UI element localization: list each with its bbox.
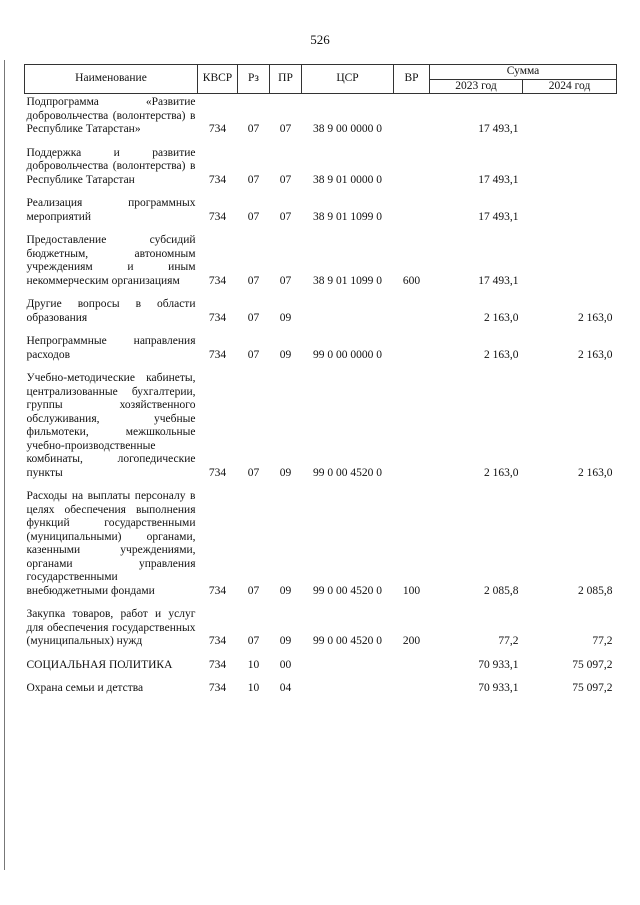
row-vr: 600 bbox=[402, 274, 421, 287]
row-pr: 09 bbox=[279, 311, 292, 324]
budget-table bbox=[24, 64, 617, 696]
row-amount-2024 bbox=[523, 224, 617, 288]
table-body bbox=[25, 94, 617, 696]
row-kvsr: 734 bbox=[208, 348, 227, 361]
row-pr: 07 bbox=[279, 173, 292, 186]
row-pr: 09 bbox=[279, 348, 292, 361]
row-amount-2024: 2 163,0 bbox=[578, 348, 613, 361]
row-kvsr: 734 bbox=[208, 210, 227, 223]
row-amount-2024 bbox=[523, 137, 617, 188]
scan-edge-line bbox=[4, 60, 5, 870]
header-rz: Рз bbox=[238, 65, 270, 94]
row-vr bbox=[394, 672, 430, 696]
row-csr: 99 0 00 4520 0 bbox=[313, 635, 382, 647]
row-amount-2023: 17 493,1 bbox=[478, 173, 519, 186]
row-name: Охрана семьи и детства bbox=[26, 682, 144, 694]
row-csr bbox=[302, 672, 394, 696]
table-row bbox=[25, 598, 617, 649]
header-year-2024: 2024 год bbox=[523, 79, 617, 94]
row-name: Поддержка и развитие добровольчества (волонтерства) в Республике Татарстан bbox=[26, 146, 196, 186]
row-kvsr: 734 bbox=[208, 658, 227, 671]
row-pr: 07 bbox=[279, 123, 292, 135]
row-amount-2024 bbox=[523, 94, 617, 137]
page-number: 526 bbox=[310, 32, 330, 47]
row-name: Другие вопросы в области образования bbox=[26, 298, 196, 324]
row-pr: 07 bbox=[279, 274, 292, 287]
row-name: СОЦИАЛЬНАЯ ПОЛИТИКА bbox=[26, 658, 173, 671]
header-name: Наименование bbox=[25, 65, 198, 94]
row-pr: 04 bbox=[279, 682, 292, 694]
row-name: Непрограммные направления расходов bbox=[26, 335, 196, 361]
row-name: Реализация программных мероприятий bbox=[26, 197, 196, 223]
row-rz: 07 bbox=[247, 635, 260, 647]
row-amount-2023: 70 933,1 bbox=[478, 658, 519, 671]
row-pr: 09 bbox=[279, 635, 292, 647]
header-sum: Сумма bbox=[430, 65, 617, 80]
row-amount-2023: 70 933,1 bbox=[478, 682, 519, 694]
row-csr: 99 0 00 4520 0 bbox=[313, 584, 382, 597]
row-amount-2024: 2 085,8 bbox=[578, 584, 613, 597]
row-vr bbox=[394, 649, 430, 673]
row-rz: 07 bbox=[247, 210, 260, 223]
row-name: Подпрограмма «Развитие добровольчества (волонтерства) в Республике Татарстан» bbox=[26, 96, 196, 135]
row-name: Предоставление субсидий бюджетным, автономным учреждениям и иным некоммерческим организациям bbox=[26, 234, 196, 287]
row-csr bbox=[302, 288, 394, 325]
row-amount-2024: 2 163,0 bbox=[578, 466, 613, 479]
row-amount-2023: 17 493,1 bbox=[478, 123, 519, 135]
row-kvsr: 734 bbox=[208, 173, 227, 186]
table-row bbox=[25, 362, 617, 480]
row-kvsr: 734 bbox=[208, 311, 227, 324]
row-amount-2023: 2 163,0 bbox=[484, 466, 519, 479]
row-kvsr: 734 bbox=[208, 123, 227, 135]
row-csr: 99 0 00 4520 0 bbox=[313, 466, 382, 479]
row-rz: 07 bbox=[247, 348, 260, 361]
row-amount-2024: 75 097,2 bbox=[572, 658, 613, 671]
row-csr: 38 9 01 1099 0 bbox=[313, 210, 382, 223]
row-amount-2023: 17 493,1 bbox=[478, 210, 519, 223]
row-rz: 07 bbox=[247, 173, 260, 186]
table-row bbox=[25, 94, 617, 137]
row-kvsr: 734 bbox=[208, 466, 227, 479]
row-vr bbox=[394, 288, 430, 325]
row-csr: 38 9 00 0000 0 bbox=[313, 123, 382, 135]
table-row bbox=[25, 137, 617, 188]
row-vr bbox=[394, 325, 430, 362]
row-vr bbox=[394, 362, 430, 480]
row-name: Учебно-методические кабинеты, централизованные бухгалтерии, группы хозяйственного обслуживания, учебные фильмотеки, межшкольные учебно-производственные комбинаты, логопедические пункты bbox=[26, 372, 196, 479]
row-csr: 38 9 01 0000 0 bbox=[313, 173, 382, 186]
row-kvsr: 734 bbox=[208, 682, 227, 694]
row-rz: 07 bbox=[247, 584, 260, 597]
row-vr: 100 bbox=[402, 584, 421, 597]
row-name: Расходы на выплаты персоналу в целях обеспечения выполнения функций государственными (муниципальными) органами, казенными учреждениями, органами управления государственными внебюджетными фондами bbox=[26, 490, 196, 597]
row-kvsr: 734 bbox=[208, 274, 227, 287]
row-csr bbox=[302, 649, 394, 673]
header-pr: ПР bbox=[270, 65, 302, 94]
header-year-2023: 2023 год bbox=[430, 79, 523, 94]
table-row bbox=[25, 649, 617, 673]
row-rz: 07 bbox=[247, 123, 260, 135]
row-amount-2023: 2 163,0 bbox=[484, 311, 519, 324]
table-row bbox=[25, 325, 617, 362]
table-row bbox=[25, 480, 617, 598]
row-pr: 09 bbox=[279, 584, 292, 597]
row-rz: 10 bbox=[247, 682, 260, 694]
row-amount-2024: 75 097,2 bbox=[572, 682, 613, 694]
row-pr: 09 bbox=[279, 466, 292, 479]
header-kvsr: КВСР bbox=[198, 65, 238, 94]
row-rz: 10 bbox=[247, 658, 260, 671]
header-vr: ВР bbox=[394, 65, 430, 94]
table-row bbox=[25, 288, 617, 325]
row-csr: 38 9 01 1099 0 bbox=[313, 274, 382, 287]
row-rz: 07 bbox=[247, 466, 260, 479]
row-vr bbox=[394, 137, 430, 188]
row-amount-2023: 77,2 bbox=[498, 635, 519, 647]
row-vr bbox=[394, 187, 430, 224]
table-row bbox=[25, 224, 617, 288]
row-amount-2023: 2 085,8 bbox=[484, 584, 519, 597]
row-amount-2024 bbox=[523, 187, 617, 224]
row-amount-2024: 77,2 bbox=[592, 635, 613, 647]
table-row bbox=[25, 187, 617, 224]
row-vr: 200 bbox=[402, 635, 421, 647]
row-vr bbox=[394, 94, 430, 137]
row-amount-2023: 2 163,0 bbox=[484, 348, 519, 361]
row-kvsr: 734 bbox=[208, 584, 227, 597]
row-rz: 07 bbox=[247, 274, 260, 287]
row-csr: 99 0 00 0000 0 bbox=[313, 348, 382, 361]
header-csr: ЦСР bbox=[302, 65, 394, 94]
table-row bbox=[25, 672, 617, 696]
row-name: Закупка товаров, работ и услуг для обеспечения государственных (муниципальных) нужд bbox=[26, 608, 196, 647]
row-pr: 00 bbox=[279, 658, 292, 671]
row-rz: 07 bbox=[247, 311, 260, 324]
row-amount-2023: 17 493,1 bbox=[478, 274, 519, 287]
row-kvsr: 734 bbox=[208, 635, 227, 647]
row-amount-2024: 2 163,0 bbox=[578, 311, 613, 324]
row-pr: 07 bbox=[279, 210, 292, 223]
